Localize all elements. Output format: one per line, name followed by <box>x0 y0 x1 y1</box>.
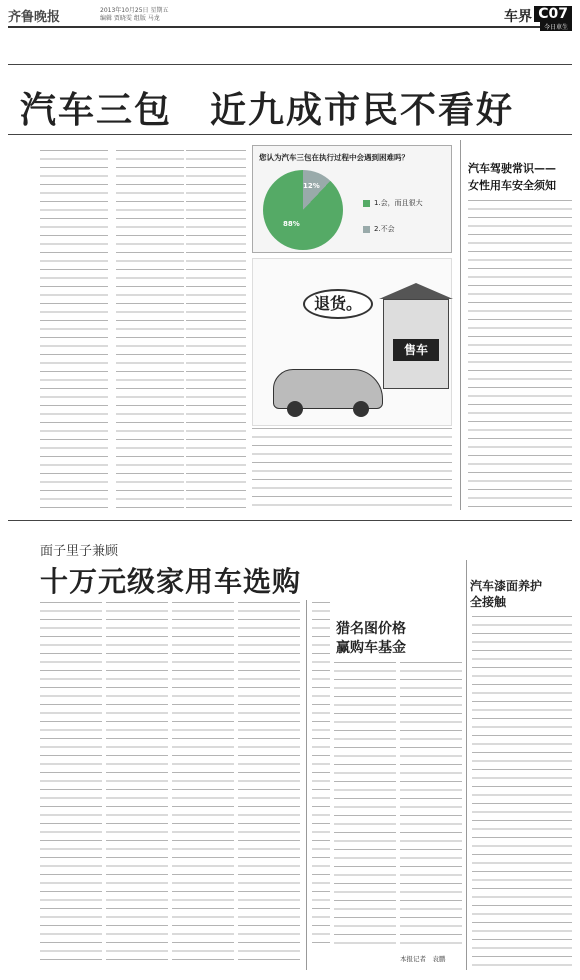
article2-headline: 十万元级家用车选购 <box>40 565 302 598</box>
editors-line: 编辑 贾晓雯 组版 马龙 <box>100 15 160 22</box>
poll-legend-option-2 <box>363 224 395 234</box>
sidebar1-title-line-2: 女性用车安全须知 <box>468 179 556 192</box>
newspaper-logo: 齐鲁晚报 <box>8 10 61 25</box>
sidebar-divider <box>460 140 461 510</box>
sidebar2-divider <box>466 560 467 970</box>
article3-column-3 <box>400 662 462 948</box>
car-wheel <box>353 401 369 417</box>
article2-column-3 <box>172 602 234 962</box>
article1-column-3 <box>186 150 246 508</box>
top-rule <box>8 64 572 65</box>
main-headline: 汽车三包 近九成市民不看好 <box>20 90 515 131</box>
legend-label: 1.会，而且很大 <box>374 199 423 207</box>
masthead-meta <box>100 7 168 23</box>
sidebar1-title-line-1: 汽车驾驶常识—— <box>468 162 556 175</box>
car-wheel <box>287 401 303 417</box>
article2-kicker: 面子里子兼顾 <box>40 544 119 559</box>
subsection-label: 今日車生 <box>540 22 572 31</box>
sidebar1-body <box>468 200 572 508</box>
legend-swatch <box>363 226 370 233</box>
pie-label-large: 88% <box>283 220 300 228</box>
shop-roof <box>379 283 453 299</box>
refund-speech-bubble: 退货。 <box>303 289 373 319</box>
cartoon-illustration <box>252 258 452 426</box>
pie-label-small: 12% <box>303 182 320 190</box>
article3-headline-line-1: 猎名图价格 <box>336 621 406 637</box>
article3-column-2 <box>334 662 396 948</box>
masthead <box>8 6 572 31</box>
article1-column-4 <box>252 428 452 510</box>
sidebar2-title <box>470 578 542 610</box>
poll-pie-chart <box>263 170 343 250</box>
legend-swatch <box>363 200 370 207</box>
article1-column-2 <box>116 150 184 508</box>
sidebar2-body <box>472 616 572 968</box>
poll-box <box>252 145 452 253</box>
sidebar2-title-line-2: 全接触 <box>470 595 507 609</box>
page-number: C07 <box>534 6 572 22</box>
article3-divider <box>306 600 307 970</box>
sidebar2-title-line-1: 汽车漆面养护 <box>470 579 543 593</box>
article3-column-1 <box>312 602 330 948</box>
legend-label: 2.不会 <box>374 225 395 233</box>
section-rule <box>8 520 572 521</box>
issue-date: 2013年10月25日 星期五 <box>100 7 169 14</box>
poll-question: 您认为汽车三包在执行过程中会遇到困难吗？ <box>259 153 409 162</box>
article2-column-1 <box>40 602 102 962</box>
article2-column-2 <box>106 602 168 962</box>
article1-column-1 <box>40 150 108 508</box>
article3-headline <box>336 620 406 658</box>
article3-headline-line-2: 赢购车基金 <box>336 640 406 656</box>
headline-rule <box>8 134 572 135</box>
section-name: 车界 <box>504 9 532 25</box>
article2-column-4 <box>238 602 300 962</box>
sale-sign: 售车 <box>393 339 439 361</box>
poll-legend-option-1 <box>363 198 423 208</box>
sidebar1-title <box>468 160 556 194</box>
article3-byline: 本报记者 袁鹏 <box>400 955 446 963</box>
